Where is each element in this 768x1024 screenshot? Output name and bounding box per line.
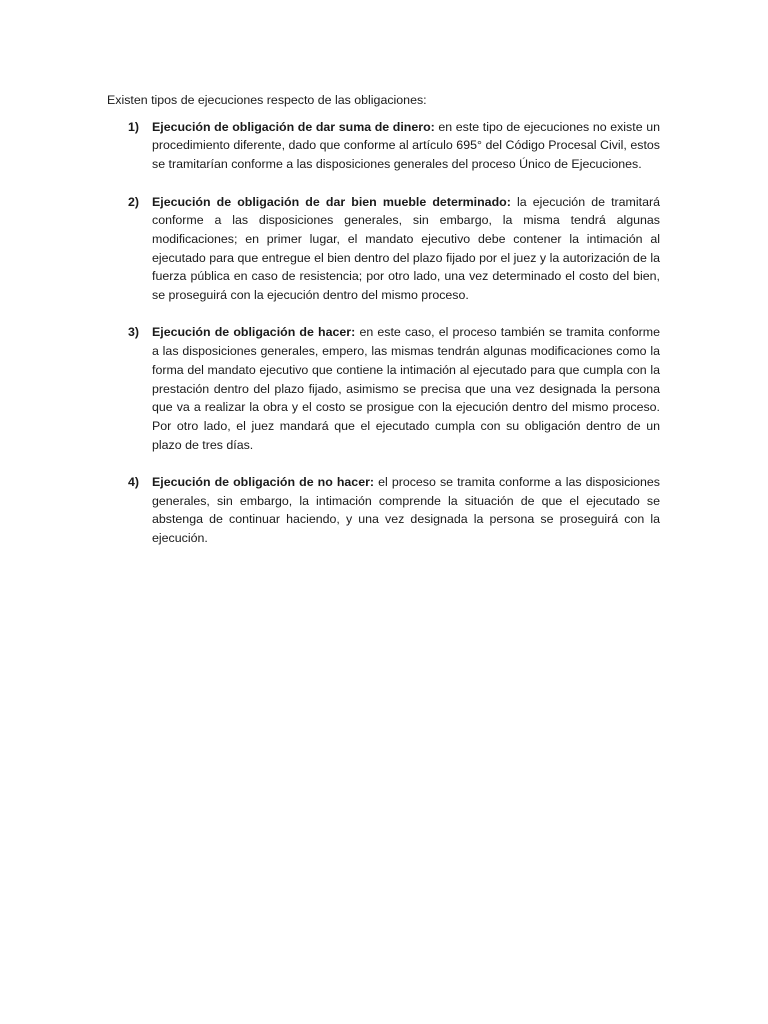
list-item-text: en este tipo de ejecuciones no existe un procedimiento diferente, dado que conforme al artículo 695° del Código Procesal Civil, estos se tramitarían conforme a las disposiciones generales del proceso Único de Ejecuciones. — [152, 119, 660, 172]
list-item-term: Ejecución de obligación de dar suma de dinero: — [152, 119, 435, 134]
list-item-term: Ejecución de obligación de dar bien mueble determinado: — [152, 194, 511, 209]
list-item — [107, 473, 660, 548]
list-item-term: Ejecución de obligación de hacer: — [152, 325, 356, 340]
list-item-text: la ejecución de tramitará conforme a las disposiciones generales, sin embargo, la misma tendrá algunas modificaciones; en primer lugar, el mandato ejecutivo debe contener la intimación al ejecutado para que entregue el bien dentro del plazo fijado por el juez y la autorización de la fuerza pública en caso de resistencia; por otro lado, una vez determinado el costo del bien, se proseguirá con la ejecución dentro del mismo proceso. — [152, 194, 660, 303]
document-body — [107, 91, 660, 567]
list-item-number: 1) — [128, 119, 140, 134]
list-item — [107, 118, 660, 174]
list-item-number: 4) — [128, 475, 140, 490]
list-item — [107, 193, 660, 305]
list-item-number: 2) — [128, 194, 140, 209]
obligations-list — [107, 118, 660, 548]
list-item — [107, 323, 660, 454]
list-item-number: 3) — [128, 325, 140, 340]
list-item-text: el proceso se tramita conforme a las disposiciones generales, sin embargo, la intimación comprende la situación de que el ejecutado se abstenga de continuar haciendo, y una vez designada la persona se proseguirá con la ejecución. — [152, 475, 660, 546]
list-item-text: en este caso, el proceso también se tramita conforme a las disposiciones generales, empero, las mismas tendrán algunas modificaciones como la forma del mandato ejecutivo que contiene la intimación al ejecutado para que cumpla con la prestación dentro del plazo fijado, asimismo se precisa que una vez designada la persona que va a realizar la obra y el costo se prosigue con la ejecución dentro del mismo proceso. Por otro lado, el juez mandará que el ejecutado cumpla con su obligación dentro de un plazo de tres días. — [152, 325, 660, 452]
list-item-term: Ejecución de obligación de no hacer: — [152, 475, 375, 490]
intro-paragraph: Existen tipos de ejecuciones respecto de las obligaciones: — [107, 93, 427, 107]
